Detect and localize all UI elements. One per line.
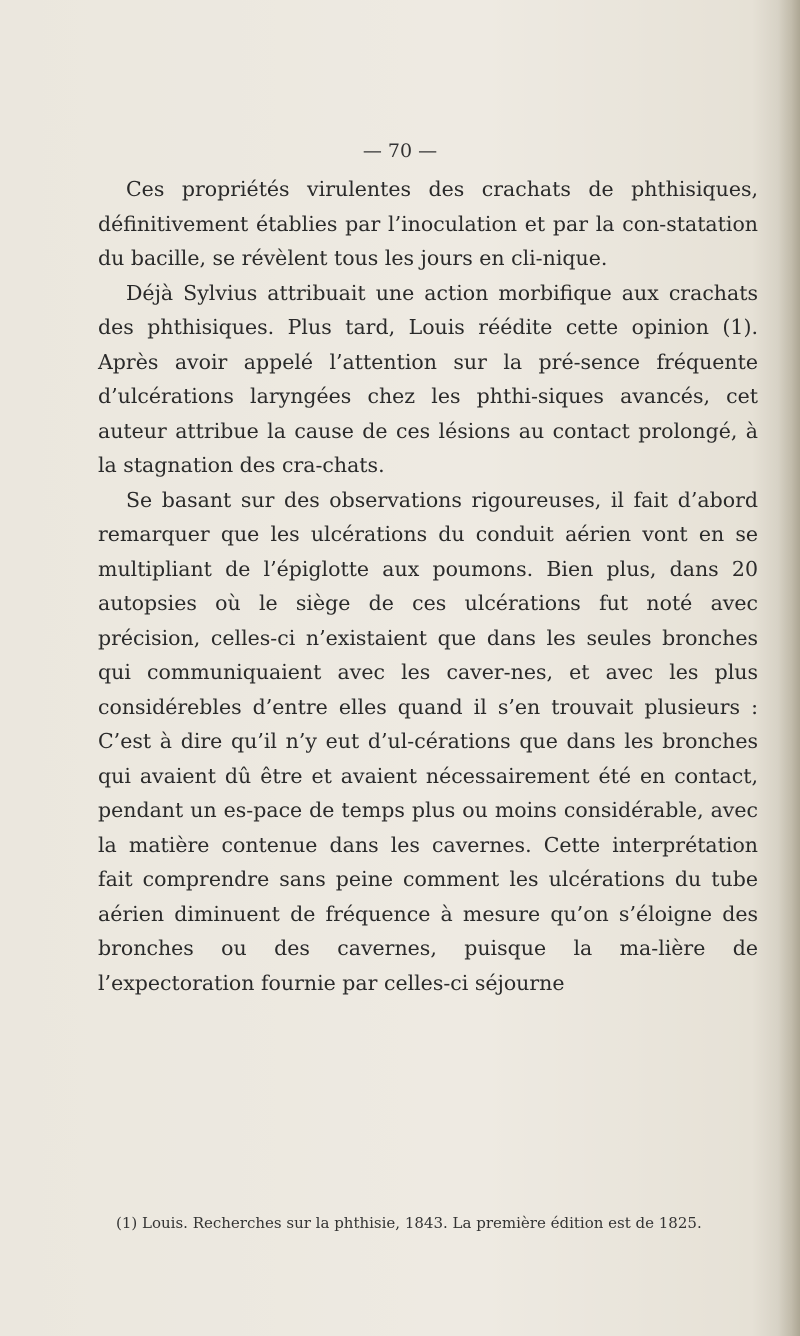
page-edge-shadow (778, 0, 800, 1336)
paragraph-3: Se basant sur des observations rigoureuses, il fait d’abord remarquer que les ulcérations du conduit aérien vont en se multipliant de l’épiglotte aux poumons. Bien plus, dans 20 autopsies où le siège de ces ulcérations fut noté avec précision, celles-ci n’existaient que dans les seules bronches qui communiquaient avec les caver-nes, et avec les plus considérebles d’entre elles quand il s’en trouvait plusieurs : C’est à dire qu’il n’y eut d’ul-cérations que dans les bronches qui avaient dû être et avaient nécessairement été en contact, pendant un es-pace de temps plus ou moins considérable, avec la matière contenue dans les cavernes. Cette interprétation fait comprendre sans peine comment les ulcérations du tube aérien diminuent de fréquence à mesure qu’on s’éloigne des bronches ou des cavernes, puisque la ma-lière de l’expectoration fournie par celles-ci séjourne (98, 487, 758, 995)
paragraph-1: Ces propriétés virulentes des crachats de phthisiques, définitivement établies par l’inoculation et par la con-statation du bacille, se révèlent tous les jours en cli-nique. (98, 177, 758, 270)
page-number: — 70 — (362, 140, 438, 162)
body-text (98, 172, 758, 1000)
paragraph-2: Déjà Sylvius attribuait une action morbifique aux crachats des phthisiques. Plus tard, Louis réédite cette opinion (1). Après avoir appelé l’attention sur la pré-sence fréquente d’ulcérations laryngées chez les phthi-siques avancés, cet auteur attribue la cause de ces lésions au contact prolongé, à la stagnation des cra-chats. (98, 280, 758, 477)
footnote: (1) Louis. Recherches sur la phthisie, 1843. La première édition est de 1825. (116, 1214, 702, 1232)
